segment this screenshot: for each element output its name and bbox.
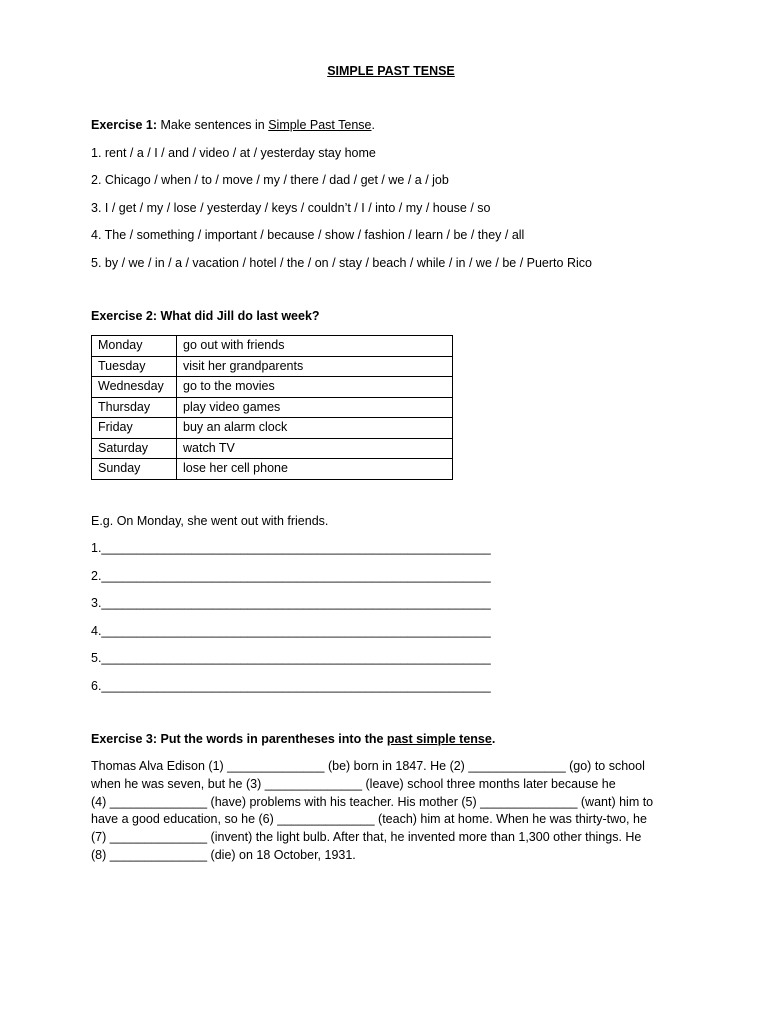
answer-line-5[interactable]: 5.________________________________________________________ xyxy=(91,651,491,665)
exercise3-line-1: Thomas Alva Edison (1) ______________ (be) born in 1847. He (2) ______________ (go) to school xyxy=(91,759,645,773)
activity-cell: lose her cell phone xyxy=(177,459,453,480)
exercise1-label: Exercise 1: xyxy=(91,118,161,132)
day-cell: Monday xyxy=(92,336,177,357)
exercise1-item-2: 2. Chicago / when / to / move / my / there / dad / get / we / a / job xyxy=(91,173,449,187)
exercise1-instruction-underlined: Simple Past Tense xyxy=(268,118,372,132)
exercise1-item-3: 3. I / get / my / lose / yesterday / keys / couldn’t / I / into / my / house / so xyxy=(91,201,491,215)
exercise1-item-1: 1. rent / a / I / and / video / at / yesterday stay home xyxy=(91,146,376,160)
table-row xyxy=(92,356,453,377)
exercise2-heading: Exercise 2: What did Jill do last week? xyxy=(91,309,320,323)
exercise3-instruction-suffix: . xyxy=(491,732,496,746)
activity-cell: play video games xyxy=(177,397,453,418)
weekly-schedule-table xyxy=(91,335,453,480)
exercise2-example: E.g. On Monday, she went out with friends. xyxy=(91,514,329,528)
activity-cell: go out with friends xyxy=(177,336,453,357)
day-cell: Tuesday xyxy=(92,356,177,377)
exercise1-item-5: 5. by / we / in / a / vacation / hotel / the / on / stay / beach / while / in / we / be / Puerto Rico xyxy=(91,256,592,270)
table-row xyxy=(92,459,453,480)
table-row xyxy=(92,438,453,459)
exercise3-line-4: have a good education, so he (6) ______________ (teach) him at home. When he was thirty-two, he xyxy=(91,812,647,826)
exercise1-heading xyxy=(91,117,375,134)
exercise3-heading xyxy=(91,731,495,748)
exercise3-line-3: (4) ______________ (have) problems with his teacher. His mother (5) ______________ (want) him to xyxy=(91,795,654,809)
day-cell: Sunday xyxy=(92,459,177,480)
activity-cell: go to the movies xyxy=(177,377,453,398)
table-row xyxy=(92,397,453,418)
answer-line-4[interactable]: 4.________________________________________________________ xyxy=(91,624,491,638)
table-row xyxy=(92,377,453,398)
day-cell: Wednesday xyxy=(92,377,177,398)
answer-line-2[interactable]: 2.________________________________________________________ xyxy=(91,569,491,583)
exercise3-line-2: when he was seven, but he (3) ______________ (leave) school three months later because he xyxy=(91,777,616,791)
answer-line-3[interactable]: 3.________________________________________________________ xyxy=(91,596,491,610)
day-cell: Thursday xyxy=(92,397,177,418)
exercise1-instruction: Make sentences in xyxy=(160,118,269,132)
exercise3-line-5: (7) ______________ (invent) the light bulb. After that, he invented more than 1,300 other things. He xyxy=(91,830,642,844)
answer-line-1[interactable]: 1.________________________________________________________ xyxy=(91,541,491,555)
exercise3-instruction: Exercise 3: Put the words in parentheses into the xyxy=(91,732,387,746)
table-row xyxy=(92,336,453,357)
answer-line-6[interactable]: 6.________________________________________________________ xyxy=(91,679,491,693)
activity-cell: visit her grandparents xyxy=(177,356,453,377)
exercise3-instruction-underlined: past simple tense xyxy=(386,732,492,746)
activity-cell: watch TV xyxy=(177,438,453,459)
exercise1-item-4: 4. The / something / important / because / show / fashion / learn / be / they / all xyxy=(91,228,525,242)
day-cell: Saturday xyxy=(92,438,177,459)
page-title: SIMPLE PAST TENSE xyxy=(327,64,455,78)
activity-cell: buy an alarm clock xyxy=(177,418,453,439)
table-row xyxy=(92,418,453,439)
day-cell: Friday xyxy=(92,418,177,439)
exercise3-line-6: (8) ______________ (die) on 18 October, 1931. xyxy=(91,848,356,862)
exercise1-instruction-suffix: . xyxy=(371,118,375,132)
